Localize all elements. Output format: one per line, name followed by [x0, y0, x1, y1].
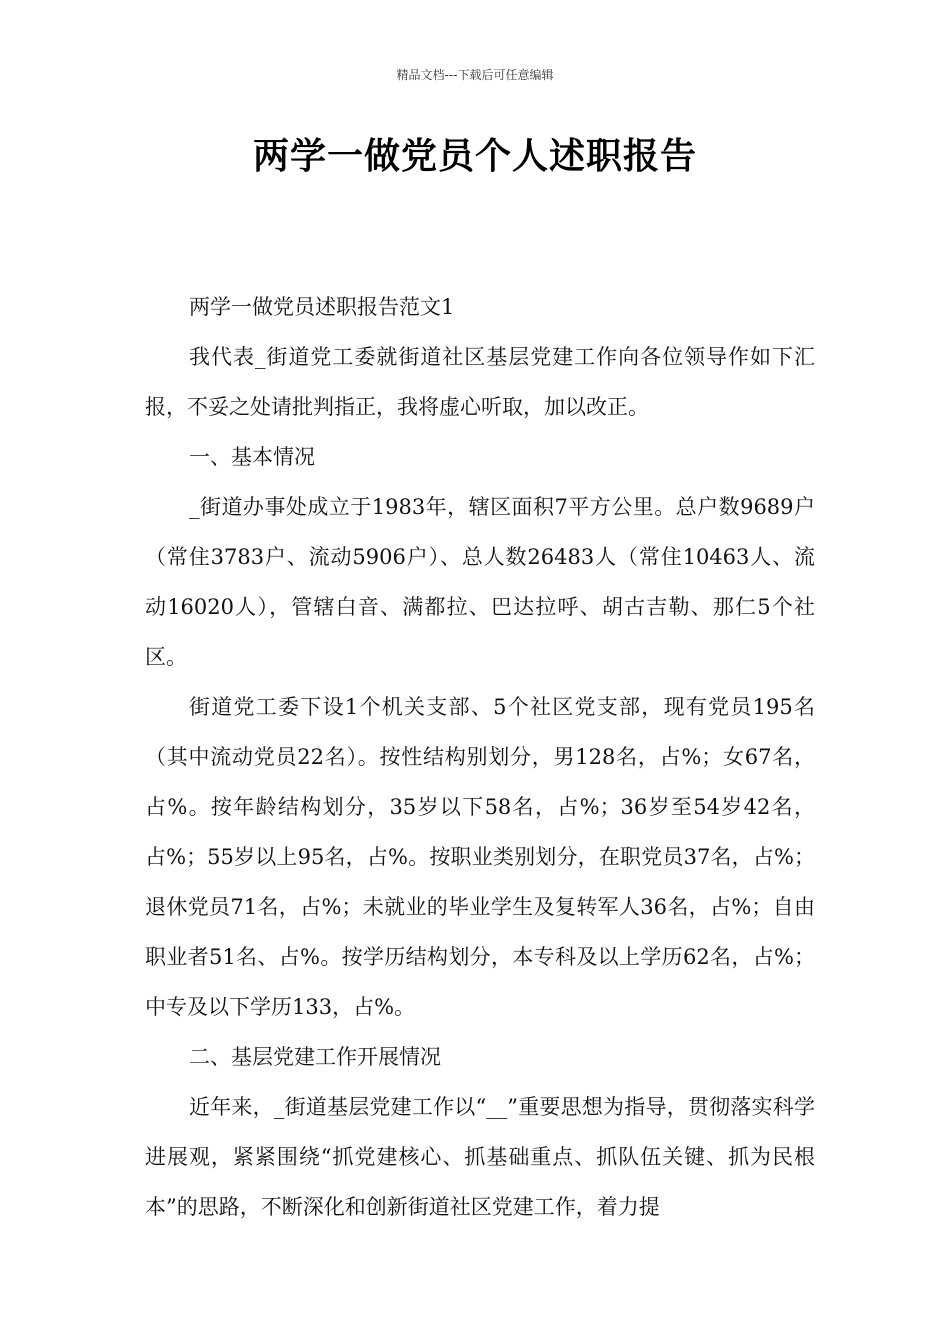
paragraph-party-members: 街道党工委下设1个机关支部、5个社区党支部，现有党员195名（其中流动党员22名）。按性结构别划分，男128名，占%；女67名，占%。按年龄结构划分，35岁以下58名，占%；36岁至54岁42名，占%；55岁以上95名，占%。按职业类别划分，在职党员37名，占%；退休党员71名，占%；未就业的毕业学生及复转军人36名，占%；自由职业者51名、占%。按学历结构划分，本专科及以上学历62名，占%；中专及以下学历133，占%。	[145, 695, 815, 1019]
paragraph-basic-info: _街道办事处成立于1983年，辖区面积7平方公里。总户数9689户（常住3783户、流动5906户）、总人数26483人（常住10463人、流动16020人），管辖白音、满都拉、巴达拉呼、胡古吉勒、那仁5个社区。	[145, 495, 815, 669]
section-heading-basic: 一、基本情况	[189, 445, 315, 469]
document-body	[145, 282, 815, 1232]
paragraph-work: 近年来，_街道基层党建工作以“__”重要思想为指导，贯彻落实科学进展观，紧紧围绕“抓党建核心、抓基础重点、抓队伍关键、抓为民根本”的思路，不断深化和创新街道社区党建工作，着力提	[145, 1095, 815, 1219]
section-heading-work: 二、基层党建工作开展情况	[189, 1045, 441, 1069]
document-title: 两学一做党员个人述职报告	[252, 136, 697, 177]
paragraph-intro: 我代表_街道党工委就街道社区基层党建工作向各位领导作如下汇报，不妥之处请批判指正，我将虚心听取，加以改正。	[145, 345, 815, 419]
paragraph-subtitle: 两学一做党员述职报告范文1	[189, 295, 455, 319]
header-note: 精品文档---下载后可任意编辑	[396, 68, 554, 82]
